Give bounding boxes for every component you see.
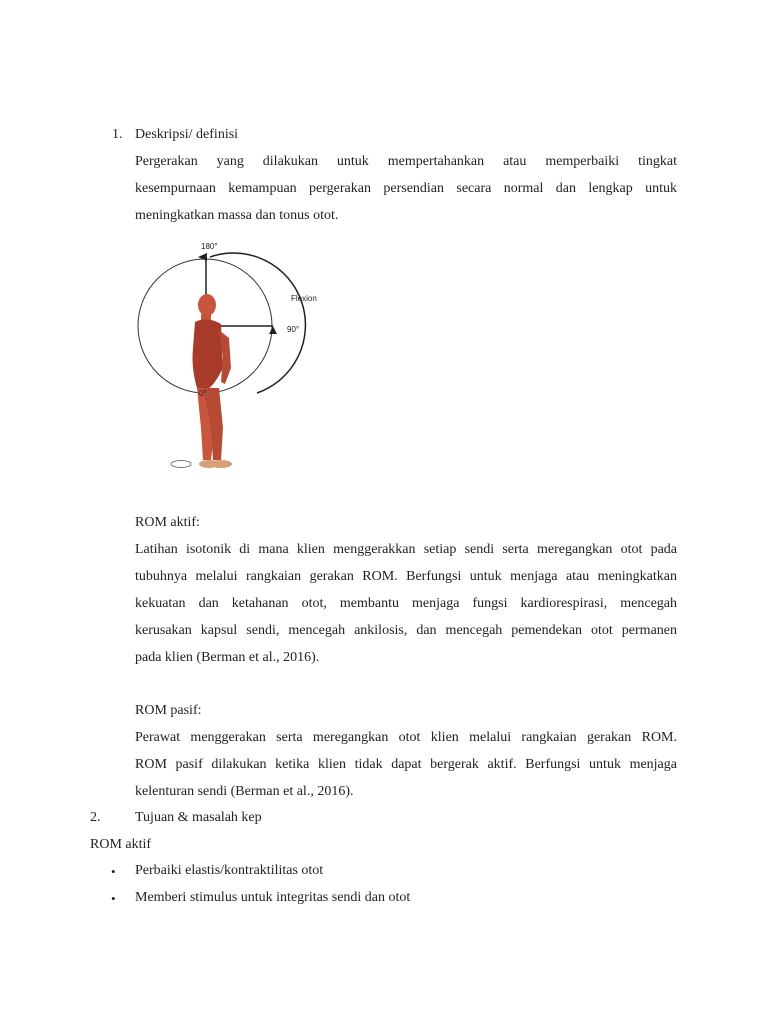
- section-1-number: 1.: [112, 127, 123, 142]
- section-1-heading: Deskripsi/ definisi: [135, 127, 239, 142]
- logo-mark-icon: [171, 461, 191, 468]
- human-muscle-figure: [193, 294, 233, 468]
- rom-aktif-line-4: kerusakan kapsul sendi, mencegah ankilosis, dan mencegah pemendekan otot permanen: [135, 623, 677, 638]
- rom-pasif-heading: ROM pasif:: [135, 703, 202, 718]
- arrow-side-icon: [269, 326, 277, 334]
- rom-pasif-line-2: ROM pasif dilakukan ketika klien tidak dapat bergerak aktif. Berfungsi untuk menjaga: [135, 757, 677, 772]
- rom-pasif-line-1: Perawat menggerakan serta meregangkan otot klien melalui rangkaian gerakan ROM.: [135, 730, 677, 745]
- rom-pasif-line-3: kelenturan sendi (Berman et al., 2016).: [135, 784, 354, 799]
- rom-aktif-line-2: tubuhnya melalui rangkaian gerakan ROM. Berfungsi untuk menjaga atau meningkatkan: [135, 569, 677, 584]
- section-2-subheading: ROM aktif: [90, 837, 152, 852]
- section-2-heading: Tujuan & masalah kep: [135, 810, 262, 825]
- definition-line-1: Pergerakan yang dilakukan untuk mempertahankan atau memperbaiki tingkat: [135, 154, 677, 169]
- label-90: 90°: [287, 325, 300, 334]
- rom-aktif-heading: ROM aktif:: [135, 515, 200, 530]
- bullet-1-icon: •: [111, 864, 116, 879]
- definition-line-2: kesempurnaan kemampuan pergerakan persendian secara normal dan lengkap untuk: [135, 181, 677, 196]
- label-180: 180°: [201, 242, 218, 251]
- rom-aktif-line-5: pada klien (Berman et al., 2016).: [135, 650, 320, 665]
- section-2-number: 2.: [90, 810, 101, 825]
- bullet-2-icon: •: [111, 891, 116, 906]
- definition-line-3: meningkatkan massa dan tonus otot.: [135, 208, 339, 223]
- rom-aktif-line-1: Latihan isotonik di mana klien menggerakkan setiap sendi serta meregangkan otot pada: [135, 542, 677, 557]
- rom-aktif-line-3: kekuatan dan ketahanan otot, membantu menjaga fungsi kardiorespirasi, mencegah: [135, 596, 677, 611]
- label-flexion: Flexion: [291, 294, 317, 303]
- bullet-item-1: Perbaiki elastis/kontraktilitas otot: [135, 863, 324, 878]
- flexion-range-figure: [135, 238, 330, 478]
- bullet-item-2: Memberi stimulus untuk integritas sendi dan otot: [135, 890, 411, 905]
- label-0: 0°: [199, 389, 207, 398]
